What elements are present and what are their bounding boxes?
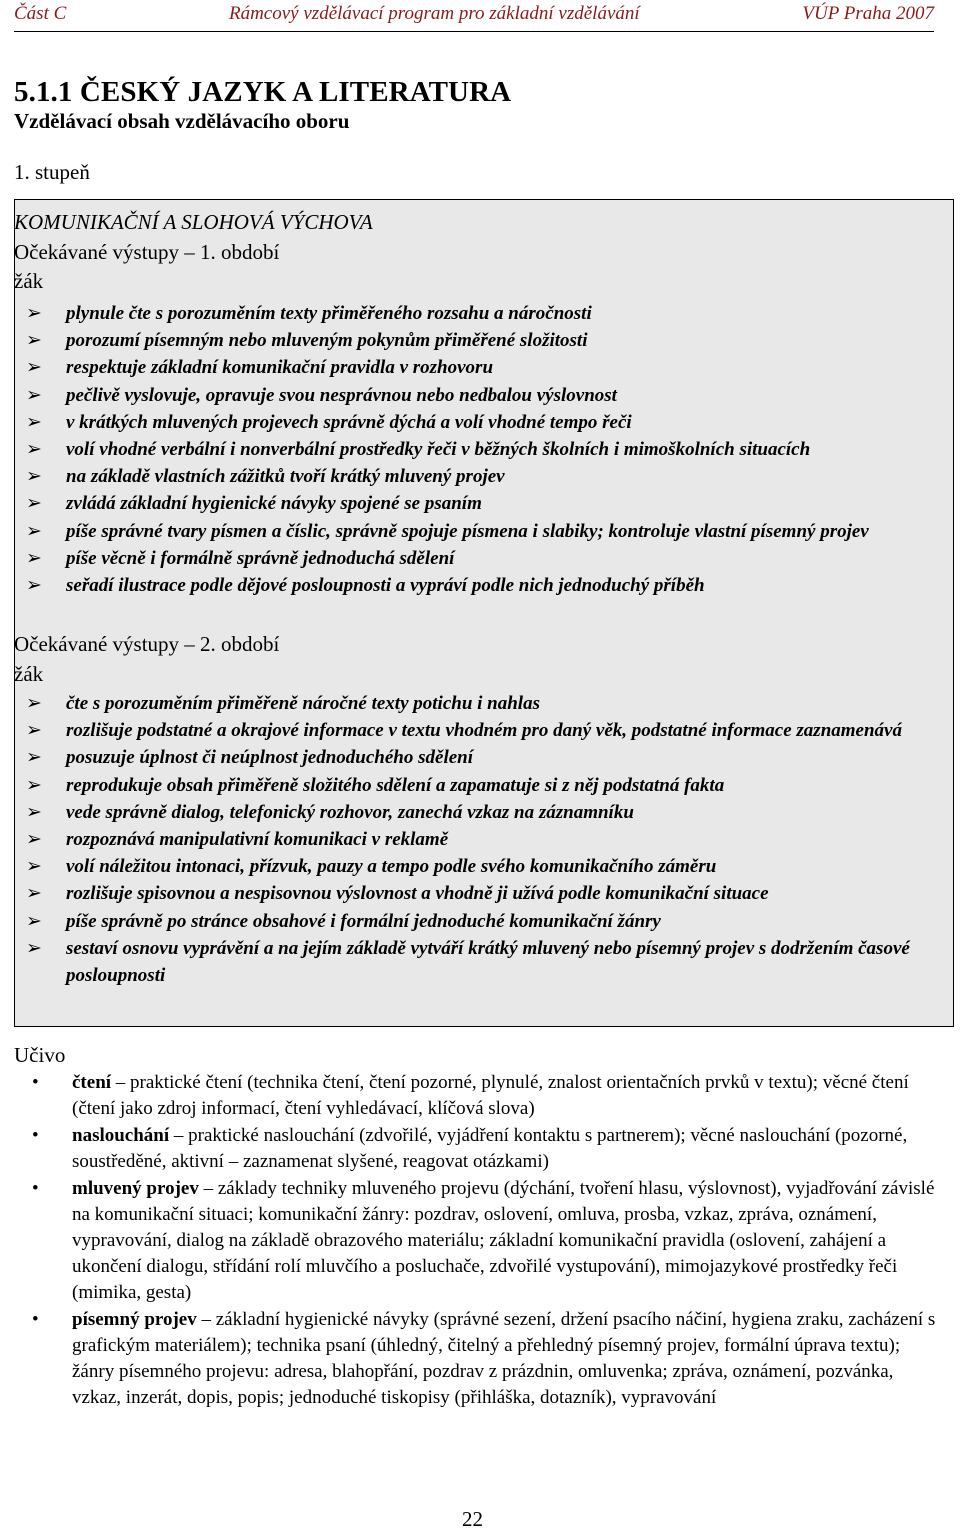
arrow-bullet-icon: ➢	[26, 883, 42, 905]
outcome-item	[14, 436, 944, 463]
outcome-text: sestaví osnovu vyprávění a na jejím základě vytváří krátký mluvený nebo písemný projev s dodržením časové posloupnosti	[66, 937, 910, 987]
ucivo-item	[14, 1307, 944, 1411]
header-divider	[14, 31, 934, 32]
bullet-icon: •	[32, 1309, 39, 1330]
bullet-icon: •	[32, 1125, 39, 1146]
outcome-item	[14, 300, 944, 327]
ucivo-term: naslouchání	[72, 1125, 170, 1146]
outcome-text: rozlišuje spisovnou a nespisovnou výslovnost a vhodně ji užívá podle komunikační situace	[66, 883, 769, 905]
arrow-bullet-icon: ➢	[26, 547, 42, 569]
header-center: Rámcový vzdělávací program pro základní vzdělávání	[228, 3, 640, 24]
outcome-text: na základě vlastních zážitků tvoří krátký mluvený projev	[66, 466, 505, 488]
ucivo-list	[14, 1070, 944, 1412]
outcome-text: reprodukuje obsah přiměřeně složitého sdělení a zapamatuje si z něj podstatná fakta	[66, 774, 725, 796]
arrow-bullet-icon: ➢	[26, 937, 42, 959]
page-number: 22	[462, 1507, 483, 1531]
outcome-item	[14, 772, 944, 799]
arrow-bullet-icon: ➢	[26, 856, 42, 878]
arrow-bullet-icon: ➢	[26, 801, 42, 823]
outcome-text: v krátkých mluvených projevech správně dýchá a volí vhodné tempo řeči	[66, 411, 632, 433]
outcome-item	[14, 354, 944, 381]
arrow-bullet-icon: ➢	[26, 303, 42, 324]
ucivo-text: – praktické čtení (technika čtení, čtení pozorné, plynulé, znalost orientačních prvků v textu); věcné čtení (čtení jako zdroj informací, čtení vyhledávací, klíčová slova)	[72, 1072, 909, 1119]
outcome-text: respektuje základní komunikační pravidla v rozhovoru	[66, 357, 494, 379]
outcome-item	[14, 463, 944, 490]
outcome-item	[14, 690, 944, 717]
arrow-bullet-icon: ➢	[26, 439, 42, 461]
arrow-bullet-icon: ➢	[26, 357, 42, 379]
outcome-item	[14, 717, 944, 744]
outcome-item	[14, 490, 944, 517]
ucivo-item	[14, 1123, 944, 1175]
outcome-text: pečlivě vyslovuje, opravuje svou nesprávnou nebo nedbalou výslovnost	[66, 384, 617, 406]
ucivo-item	[14, 1070, 944, 1122]
outcome-text: rozpoznává manipulativní komunikaci v reklamě	[66, 829, 449, 851]
outcome-text: porozumí písemným nebo mluveným pokynům přiměřené složitosti	[66, 330, 588, 352]
outcome-item	[14, 327, 944, 354]
outcome-item	[14, 799, 944, 826]
arrow-bullet-icon: ➢	[26, 411, 42, 433]
outcome-text: rozlišuje podstatné a okrajové informace v textu vhodném pro daný věk, podstatné informace zaznamenává	[66, 720, 902, 742]
arrow-bullet-icon: ➢	[26, 910, 42, 932]
page-title: 5.1.1 ČESKÝ JAZYK A LITERATURA	[14, 76, 512, 108]
ucivo-text: – základní hygienické návyky (správné sezení, držení psacího náčiní, hygiena zraku, zacházení s grafickým materiálem); technika psaní (úhledný, čitelný a přehledný písemný projev, formální úprava textu); žánry písemného projevu: adresa, blahopřání, pozdrav z prázdnin, omluvenka; zpráva, oznámení, pozvánka, vzkaz, inzerát, dopis, popis; jednoduché tiskopisy (přihláška, dotazník), vypravování	[72, 1309, 936, 1408]
period2-student: žák	[14, 662, 44, 686]
outcome-text: píše správné tvary písmen a číslic, správně spojuje písmena i slabiky; kontroluje vlastní písemný projev	[66, 520, 869, 542]
arrow-bullet-icon: ➢	[26, 520, 42, 542]
outcome-item	[14, 409, 944, 436]
outcome-item	[14, 572, 944, 599]
outcome-item	[14, 908, 944, 935]
bullet-icon: •	[32, 1072, 39, 1093]
section-title: KOMUNIKAČNÍ A SLOHOVÁ VÝCHOVA	[14, 210, 373, 234]
outcome-text: píše věcně i formálně správně jednoduchá sdělení	[66, 547, 455, 569]
page-header	[14, 2, 934, 26]
header-right: VÚP Praha 2007	[802, 3, 934, 24]
period1-student: žák	[14, 269, 44, 293]
ucivo-term: čtení	[72, 1072, 112, 1093]
page-subtitle: Vzdělávací obsah vzdělávacího oboru	[14, 109, 350, 133]
outcome-item	[14, 545, 944, 572]
bullet-icon: •	[32, 1178, 39, 1199]
outcome-text: zvládá základní hygienické návyky spojené se psaním	[66, 493, 482, 515]
arrow-bullet-icon: ➢	[26, 747, 42, 769]
ucivo-title: Učivo	[14, 1043, 66, 1067]
ucivo-term: mluvený projev	[72, 1178, 199, 1199]
arrow-bullet-icon: ➢	[26, 720, 42, 742]
outcome-item	[14, 744, 944, 771]
arrow-bullet-icon: ➢	[26, 330, 42, 352]
arrow-bullet-icon: ➢	[26, 466, 42, 488]
period1-list	[14, 300, 944, 599]
outcome-text: volí vhodné verbální i nonverbální prostředky řeči v běžných školních i mimoškolních situacích	[66, 439, 811, 461]
outcome-text: píše správně po stránce obsahové i formální jednoduché komunikační žánry	[66, 910, 661, 932]
arrow-bullet-icon: ➢	[26, 384, 42, 406]
outcome-text: volí náležitou intonaci, přízvuk, pauzy a tempo podle svého komunikačního záměru	[66, 856, 717, 878]
ucivo-term: písemný projev	[72, 1309, 197, 1330]
outcome-item	[14, 853, 944, 880]
ucivo-text: – praktické naslouchání (zdvořilé, vyjádření kontaktu s partnerem); věcné naslouchání (pozorné, soustředěné, aktivní – zaznamenat slyšené, reagovat otázkami)	[72, 1125, 908, 1172]
ucivo-text: – základy techniky mluveného projevu (dýchání, tvoření hlasu, výslovnost), vyjadřování závislé na komunikační situaci; komunikační žánry: pozdrav, oslovení, omluva, prosba, vzkaz, zpráva, oznámení, vypravování, dialog na základě obrazového materiálu; základní komunikační pravidla (oslovení, zahájení a ukončení dialogu, střídání rolí mluvčího a posluchače, zdvořilé vystupování), mimojazykové prostředky řeči (mimika, gesta)	[72, 1178, 935, 1303]
outcome-item	[14, 826, 944, 853]
arrow-bullet-icon: ➢	[26, 774, 42, 796]
header-left: Část C	[14, 3, 67, 24]
outcome-item	[14, 880, 944, 907]
outcome-text: plynule čte s porozuměním texty přiměřeného rozsahu a náročnosti	[66, 303, 592, 324]
period2-list	[14, 690, 944, 989]
outcome-item	[14, 382, 944, 409]
period1-heading: Očekávané výstupy – 1. období	[14, 240, 280, 264]
outcome-text: čte s porozuměním přiměřeně náročné texty potichu i nahlas	[66, 693, 540, 714]
arrow-bullet-icon: ➢	[26, 829, 42, 851]
outcome-text: posuzuje úplnost či neúplnost jednoduchého sdělení	[66, 747, 473, 769]
arrow-bullet-icon: ➢	[26, 575, 42, 597]
outcome-text: seřadí ilustrace podle dějové posloupnosti a vypráví podle nich jednoduchý příběh	[66, 575, 705, 597]
level-heading: 1. stupeň	[14, 160, 90, 184]
outcome-item	[14, 518, 944, 545]
period2-heading: Očekávané výstupy – 2. období	[14, 632, 280, 656]
arrow-bullet-icon: ➢	[26, 693, 42, 714]
outcome-item	[14, 935, 944, 989]
arrow-bullet-icon: ➢	[26, 493, 42, 515]
ucivo-item	[14, 1176, 944, 1306]
outcome-text: vede správně dialog, telefonický rozhovor, zanechá vzkaz na záznamníku	[66, 801, 634, 823]
